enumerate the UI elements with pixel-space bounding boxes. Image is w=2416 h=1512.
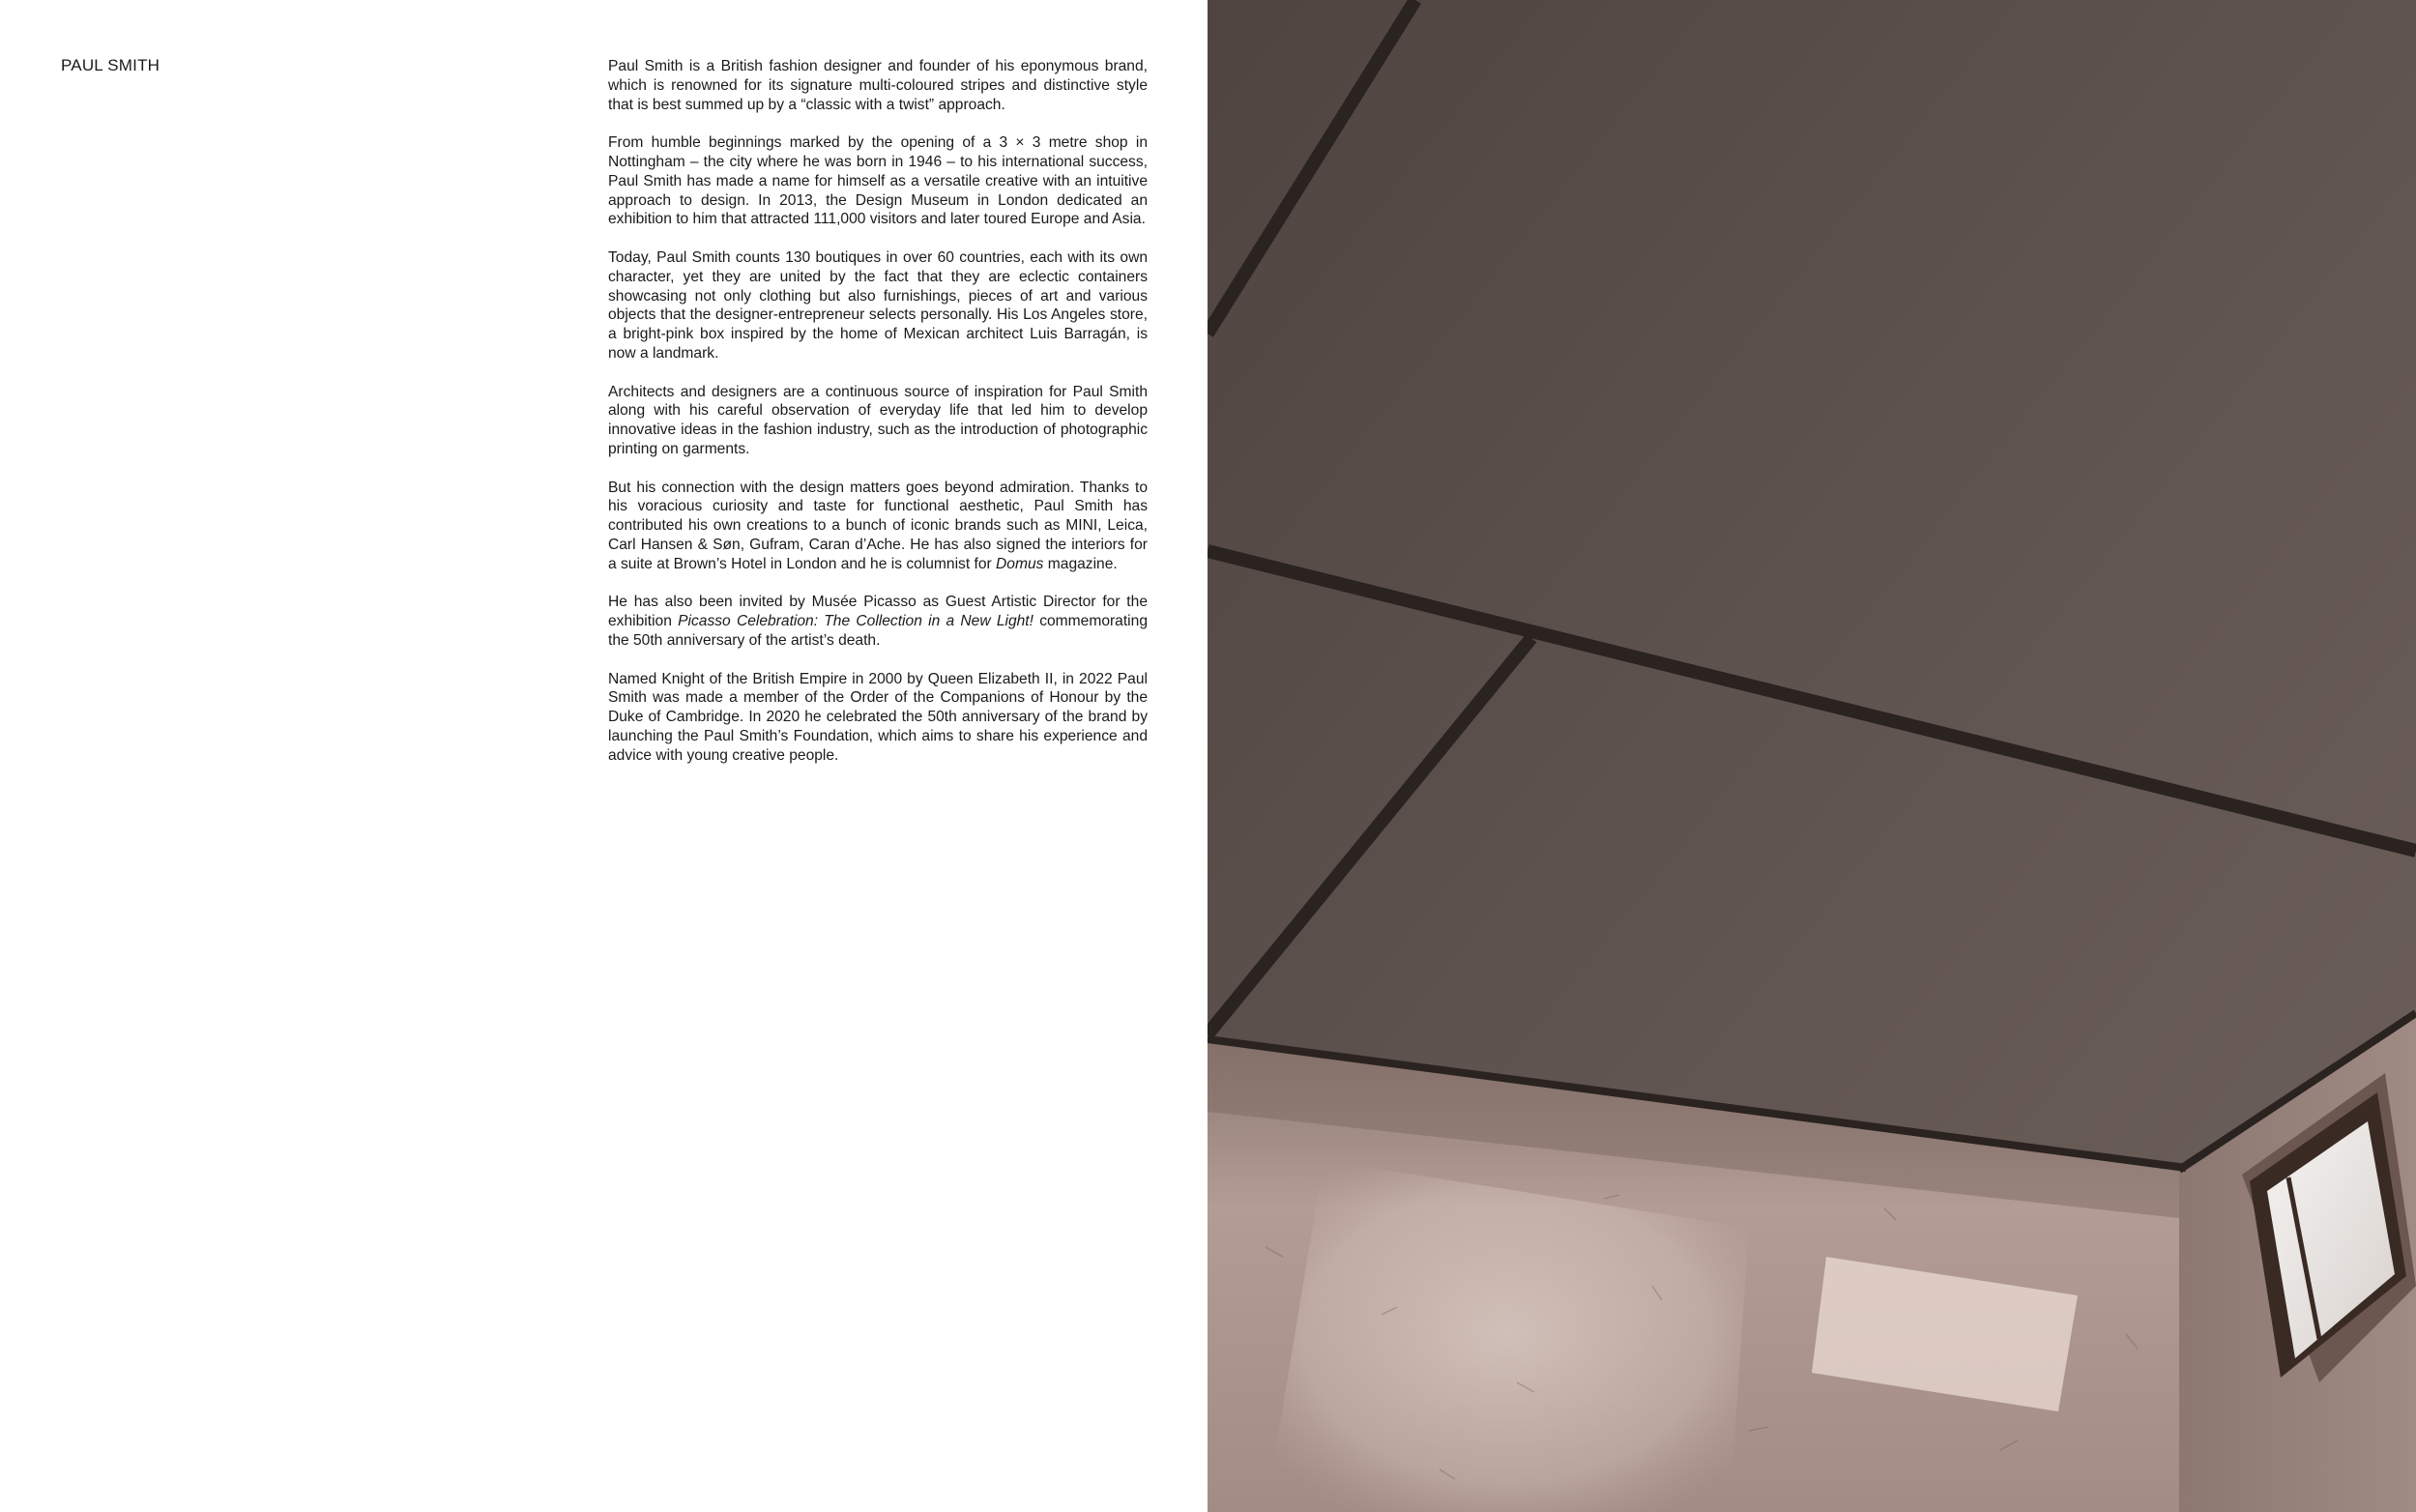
paragraph-picasso-text: He has also been invited by Musée Picasso as Guest Artistic Director for the exhibition — [608, 594, 1148, 630]
article-body — [608, 57, 1148, 784]
paragraph-collaborations — [608, 479, 1148, 574]
ceiling-photograph — [1208, 0, 2416, 1512]
paragraph-intro: Paul Smith is a British fashion designer and founder of his eponymous brand, which is renowned for its signature multi-coloured stripes and distinctive style that is best summed up by a “classic with a twist” approach. — [608, 58, 1148, 113]
section-title: PAUL SMITH — [61, 56, 160, 74]
paragraph-honours: Named Knight of the British Empire in 2000 by Queen Elizabeth II, in 2022 Paul Smith was made a member of the Order of the Companions of Honour by the Duke of Cambridge. In 2020 he celebrated the 50th anniversary of the brand by launching the Paul Smith’s Foundation, which aims to share his experience and advice with young creative people. — [608, 670, 1148, 764]
exhibition-title: Picasso Celebration: The Collection in a New Light! — [678, 613, 1033, 630]
paragraph-boutiques: Today, Paul Smith counts 130 boutiques in over 60 countries, each with its own character, yet they are united by the fact that they are eclectic containers showcasing not only clothing but also furnishings, pieces of art and various objects that the designer-entrepreneur selects personally. His Los Angeles store, a bright-pink box inspired by the home of Mexican architect Luis Barragán, is now a landmark. — [608, 248, 1148, 362]
paragraph-beginnings: From humble beginnings marked by the opening of a 3 × 3 metre shop in Nottingham – the city where he was born in 1946 – to his international success, Paul Smith has made a name for himself as a versatile creative with an intuitive approach to design. In 2013, the Design Museum in London dedicated an exhibition to him that attracted 111,000 visitors and later toured Europe and Asia. — [608, 134, 1148, 228]
domus-magazine-name: Domus — [996, 555, 1044, 572]
ceiling-photo-image — [1208, 0, 2416, 1512]
paragraph-picasso-end: commemorating the 50th anniversary of the artist’s death. — [608, 613, 1148, 649]
paragraph-collaborations-text: But his connection with the design matters goes beyond admiration. Thanks to his voracious curiosity and taste for functional aesthetic, Paul Smith has contributed his own creations to a bunch of iconic brands such as MINI, Leica, Carl Hansen & Søn, Gufram, Caran d’Ache. He has also signed the interiors for a suite at Brown’s Hotel in London and he is columnist for — [608, 479, 1148, 572]
paragraph-inspiration: Architects and designers are a continuous source of inspiration for Paul Smith along with his careful observation of everyday life that led him to develop innovative ideas in the fashion industry, such as the introduction of photographic printing on garments. — [608, 383, 1148, 457]
paragraph-collaborations-end: magazine. — [1043, 555, 1118, 572]
paragraph-picasso — [608, 593, 1148, 650]
